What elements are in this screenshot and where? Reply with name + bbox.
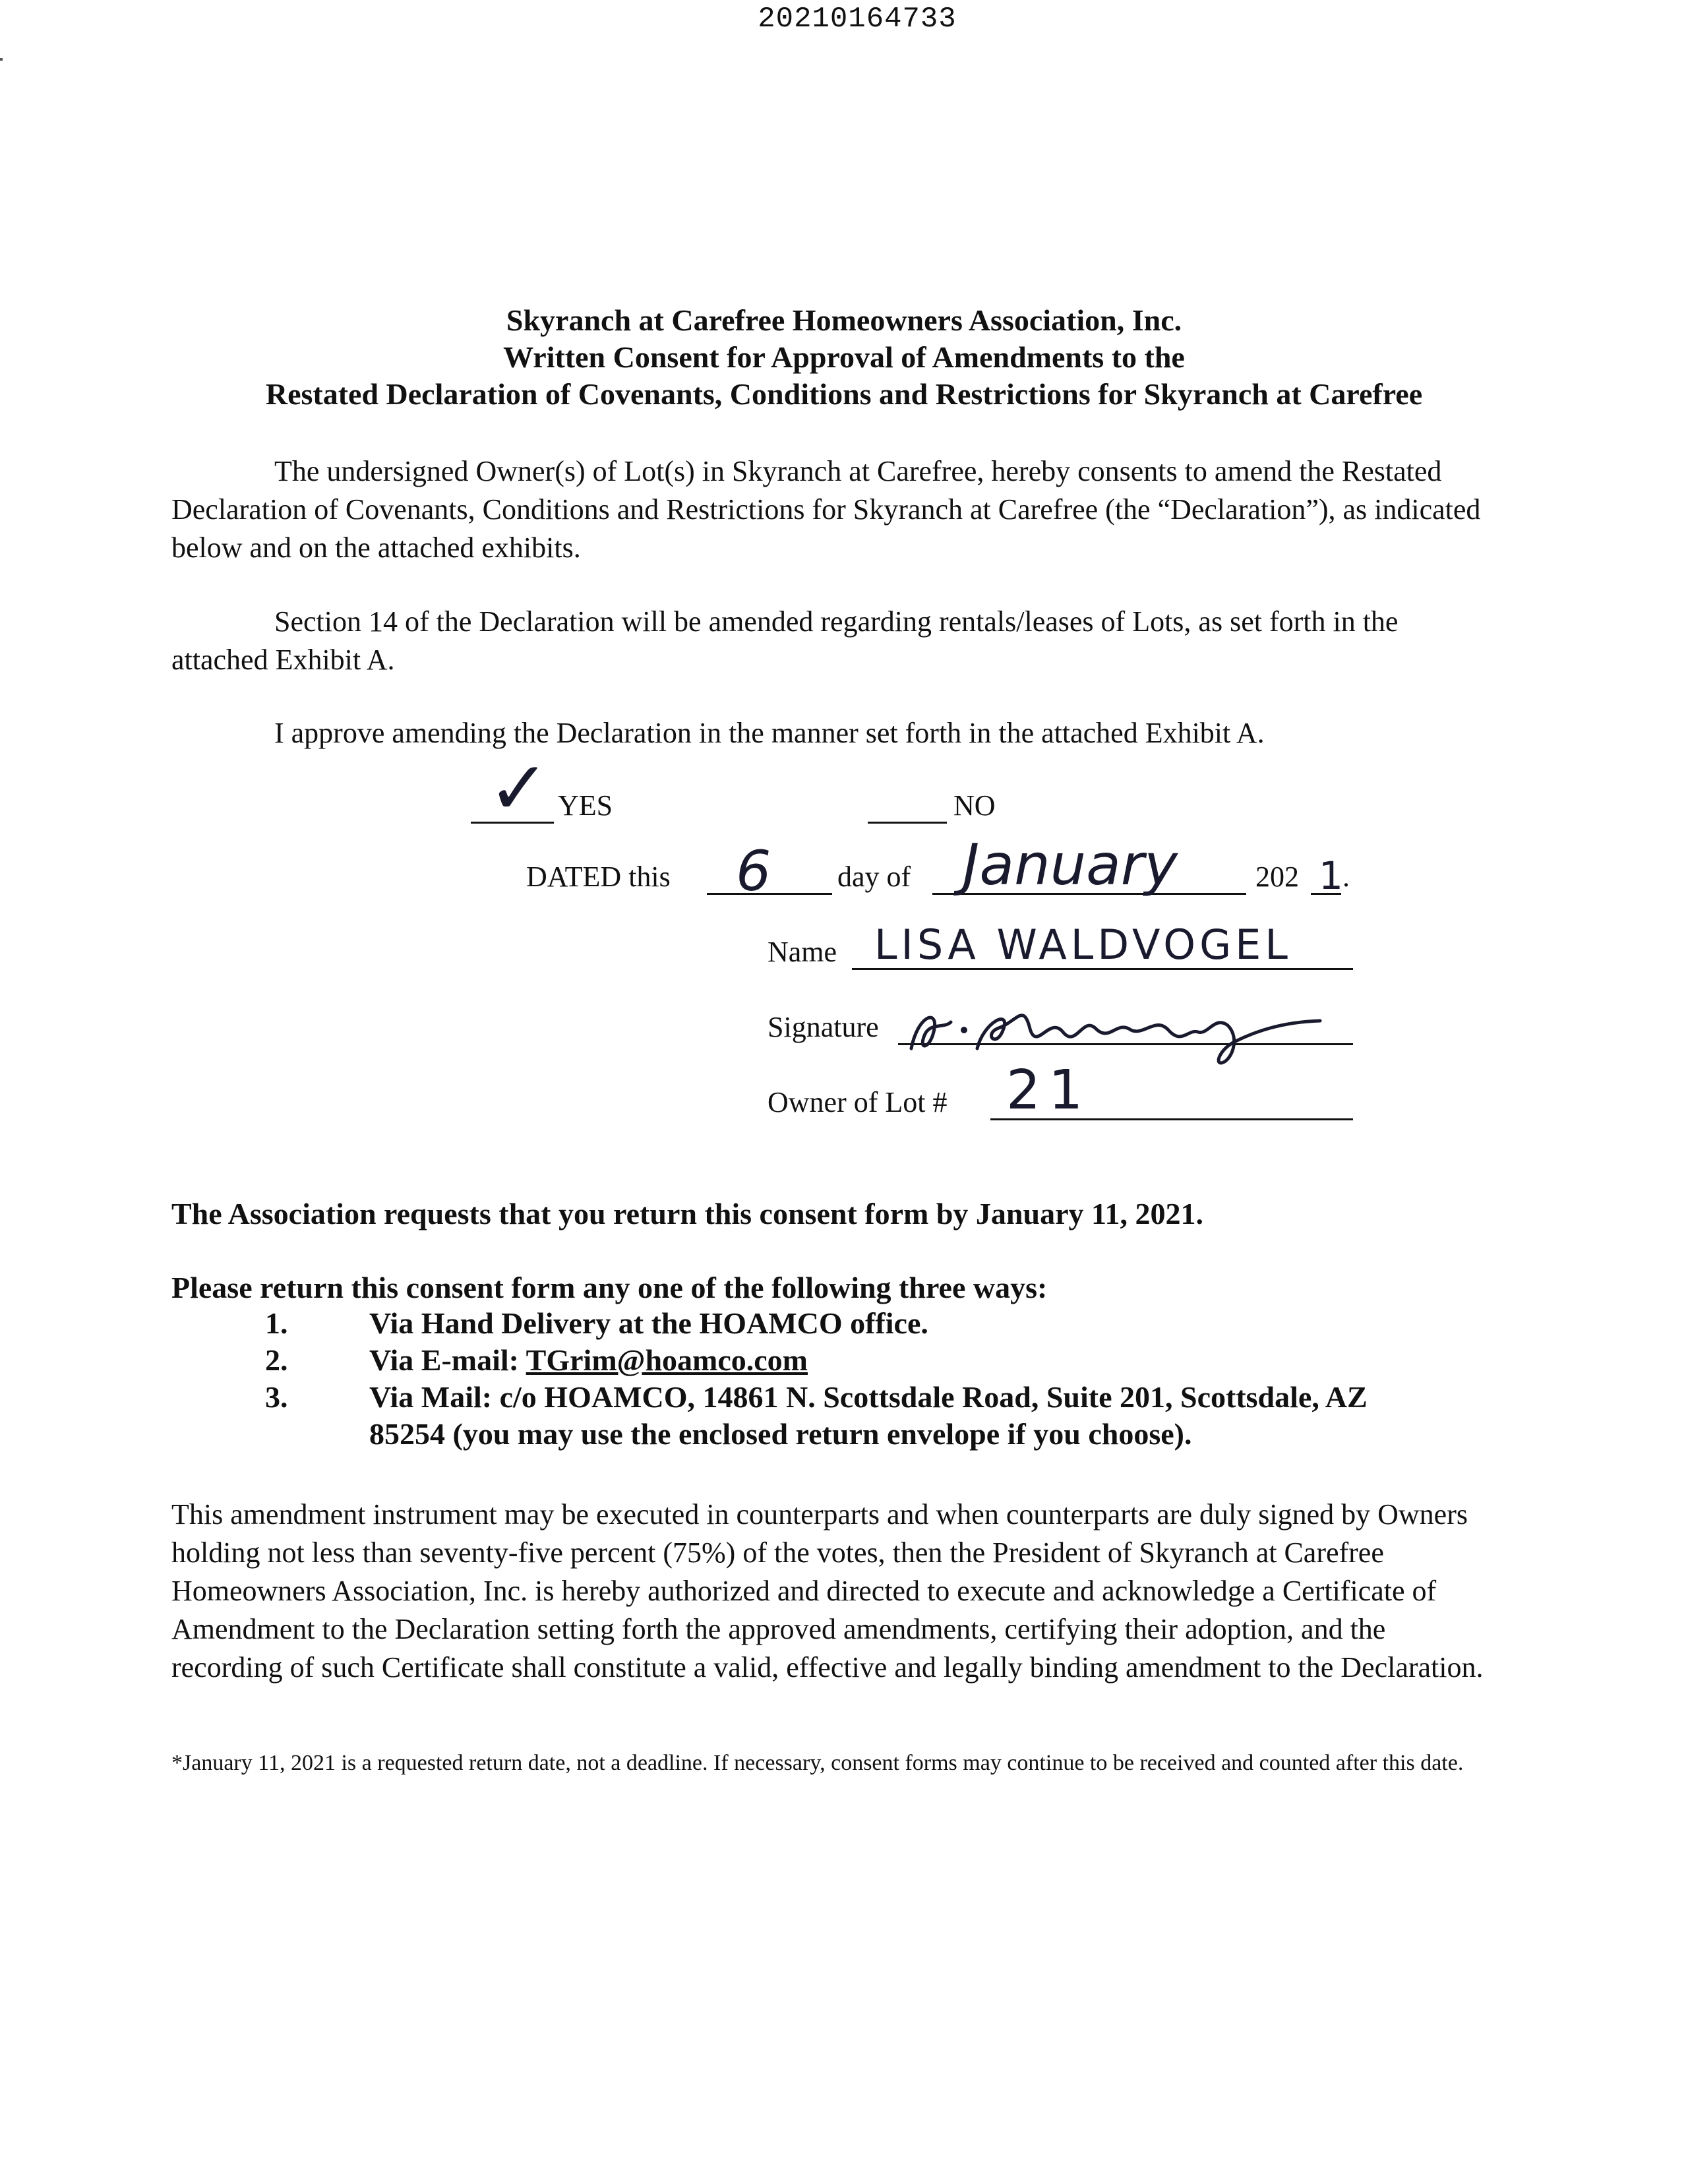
no-blank-line[interactable] [868, 822, 947, 824]
dated-period: . [1342, 861, 1350, 893]
name-label: Name [768, 936, 837, 968]
approval-statement: I approve amending the Declaration in the manner set forth in the attached Exhibit A. [274, 717, 1265, 749]
email-prefix: Via E-mail: [369, 1343, 526, 1377]
no-label: NO [953, 789, 996, 822]
method-3-line-1: Via Mail: c/o HOAMCO, 14861 N. Scottsdale Road, Suite 201, Scottsdale, AZ [369, 1380, 1368, 1414]
consent-paragraph: The undersigned Owner(s) of Lot(s) in Skyranch at Carefree, hereby consents to amend the Restated Declaration of Covenants, Conditions and Restrictions for Skyranch at Carefree (the “Declaration”), as indicated below and on the attached exhibits. [171, 455, 1481, 564]
handwritten-signature [898, 989, 1353, 1068]
year-prefix: 202 [1255, 861, 1299, 893]
day-value: 6 [736, 839, 771, 903]
method-3-number: 3. [265, 1380, 288, 1414]
footnote: *January 11, 2021 is a requested return date, not a deadline. If necessary, consent forms may continue to be received and counted after this date. [171, 1751, 1464, 1775]
title-line-1: Skyranch at Carefree Homeowners Association, Inc. [506, 303, 1182, 337]
method-2-text [369, 1343, 808, 1378]
email-link[interactable]: TGrim@hoamco.com [526, 1343, 808, 1377]
year-digit-value: 1 [1319, 853, 1343, 898]
owner-of-lot-label: Owner of Lot # [768, 1086, 948, 1118]
method-1-number: 1. [265, 1306, 288, 1340]
title-line-3: Restated Declaration of Covenants, Conditions and Restrictions for Skyranch at Carefree [265, 377, 1423, 411]
counterparts-paragraph: This amendment instrument may be executed in counterparts and when counterparts are duly signed by Owners holding not less than seventy-five percent (75%) of the votes, then the President of Skyranch at Carefree Homeowners Association, Inc. is hereby authorized and directed to execute and acknowledge a Certificate of Amendment to the Declaration setting forth the approved amendments, certifying their adoption, and the recording of such Certificate shall constitute a valid, effective and legally binding amendment to the Declaration. [171, 1498, 1484, 1684]
return-request-statement: The Association requests that you return this consent form by January 11, 2021. [171, 1197, 1203, 1230]
lot-number-value: 21 [1006, 1059, 1091, 1122]
scan-artifact [0, 58, 3, 61]
return-methods-heading: Please return this consent form any one of the following three ways: [171, 1271, 1048, 1304]
method-2-number: 2. [265, 1343, 288, 1377]
title-line-2: Written Consent for Approval of Amendments to the [503, 340, 1185, 374]
yes-checkmark: ✓ [488, 746, 550, 832]
dated-prefix: DATED this [526, 861, 671, 893]
document-number: 20210164733 [758, 3, 957, 36]
method-1-text: Via Hand Delivery at the HOAMCO office. [369, 1306, 928, 1340]
method-3-line-2: 85254 (you may use the enclosed return envelope if you choose). [369, 1417, 1192, 1451]
day-of-label: day of [837, 861, 911, 893]
yes-label: YES [558, 789, 613, 822]
month-value: January [963, 832, 1178, 898]
signature-label: Signature [768, 1011, 879, 1043]
section-14-paragraph: Section 14 of the Declaration will be amended regarding rentals/leases of Lots, as set forth in the attached Exhibit A. [171, 605, 1399, 676]
name-value: LISA WALDVOGEL [874, 921, 1292, 969]
